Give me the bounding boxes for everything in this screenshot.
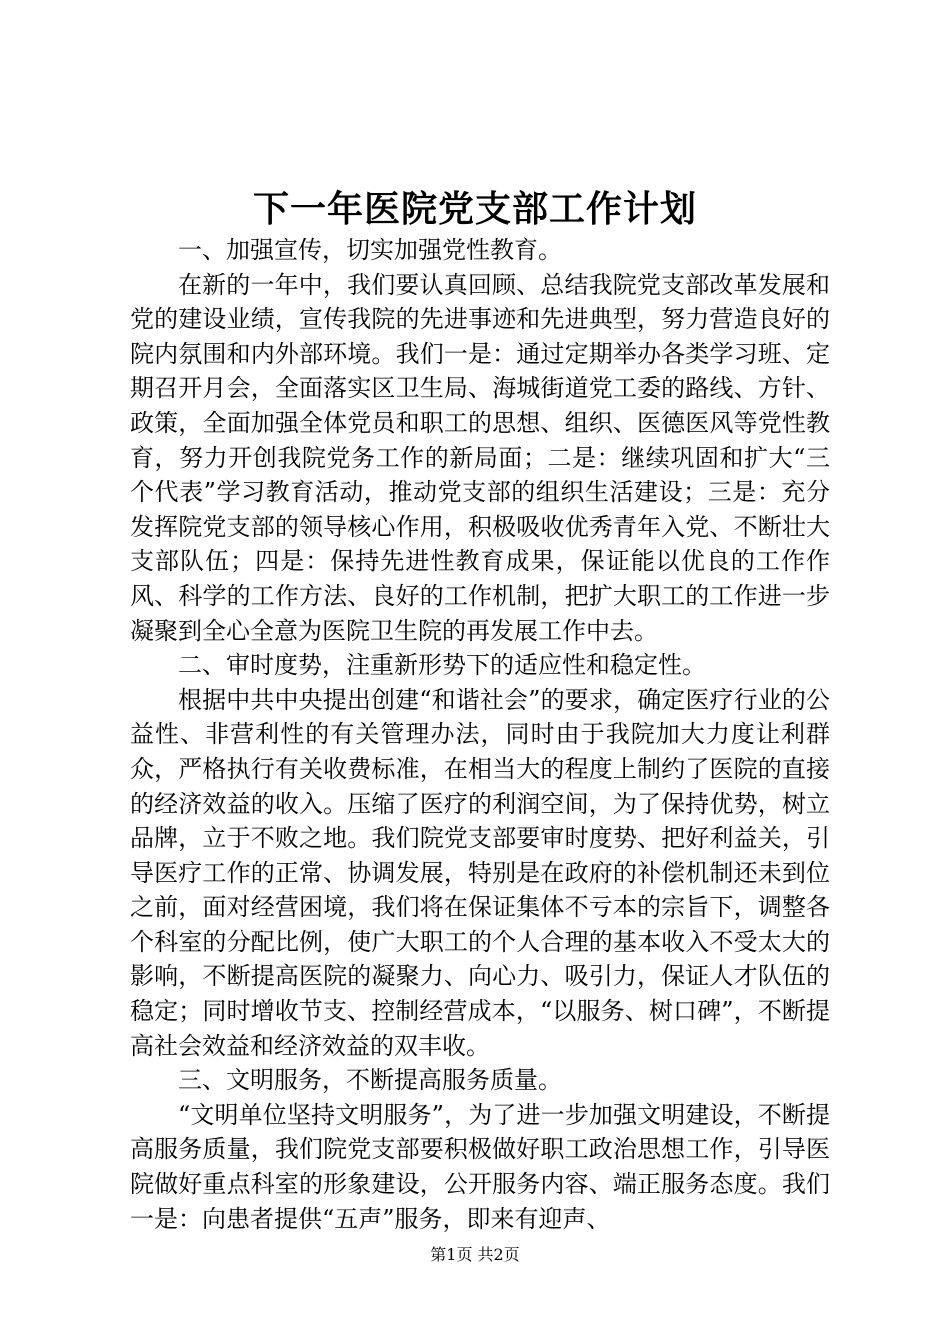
body-paragraph-3: “文明单位坚持文明服务”，为了进一步加强文明建设，不断提高服务质量，我们院党支部要积极做好职工政治思想工作，引导医院做好重点科室的形象建设，公开服务内容、端正服务态度。我们一是：向患者提供“五声”服务，即来有迎声、 bbox=[130, 1100, 830, 1233]
document-title: 下一年医院党支部工作计划 bbox=[252, 188, 697, 230]
body-paragraph-1: 在新的一年中，我们要认真回顾、总结我院党支部改革发展和党的建设业绩，宣传我院的先进事迹和先进典型，努力营造良好的院内氛围和内外部环境。我们一是：通过定期举办各类学习班、定期召开月会，全面落实区卫生局、海城街道党工委的路线、方针、政策，全面加强全体党员和职工的思想、组织、医德医风等党性教育，努力开创我院党务工作的新局面；二是：继续巩固和扩大“三个代表”学习教育活动，推动党支部的组织生活建设；三是：充分发挥院党支部的领导核心作用，积极吸收优秀青年入党、不断壮大支部队伍；四是：保持先进性教育成果，保证能以优良的工作作风、科学的工作方法、良好的工作机制，把扩大职工的工作进一步凝聚到全心全意为医院卫生院的再发展工作中去。 bbox=[130, 270, 830, 645]
section-heading-3: 三、文明服务，不断提高服务质量。 bbox=[178, 1066, 562, 1095]
page-footer: 第1页 共2页 bbox=[430, 1245, 520, 1264]
document-body bbox=[130, 233, 830, 1236]
section-heading-1: 一、加强宣传，切实加强党性教育。 bbox=[178, 236, 562, 264]
body-paragraph-2: 根据中共中央提出创建“和谐社会”的要求，确定医疗行业的公益性、非营利性的有关管理办法，同时由于我院加大力度让利群众，严格执行有关收费标准，在相当大的程度上制约了医院的直接的经济效益的收入。压缩了医疗的利润空间，为了保持优势，树立品牌，立于不败之地。我们院党支部要审时度势、把好利益关，引导医疗工作的正常、协调发展，特别是在政府的补偿机制还未到位之前，面对经营困境，我们将在保证集体不亏本的宗旨下，调整各个科室的分配比例，使广大职工的个人合理的基本收入不受太大的影响，不断提高医院的凝聚力、向心力、吸引力，保证人才队伍的稳定；同时增收节支、控制经营成本，“以服务、树口碑”，不断提高社会效益和经济效益的双丰收。 bbox=[130, 685, 830, 1060]
section-heading-2: 二、审时度势，注重新形势下的适应性和稳定性。 bbox=[178, 651, 706, 680]
